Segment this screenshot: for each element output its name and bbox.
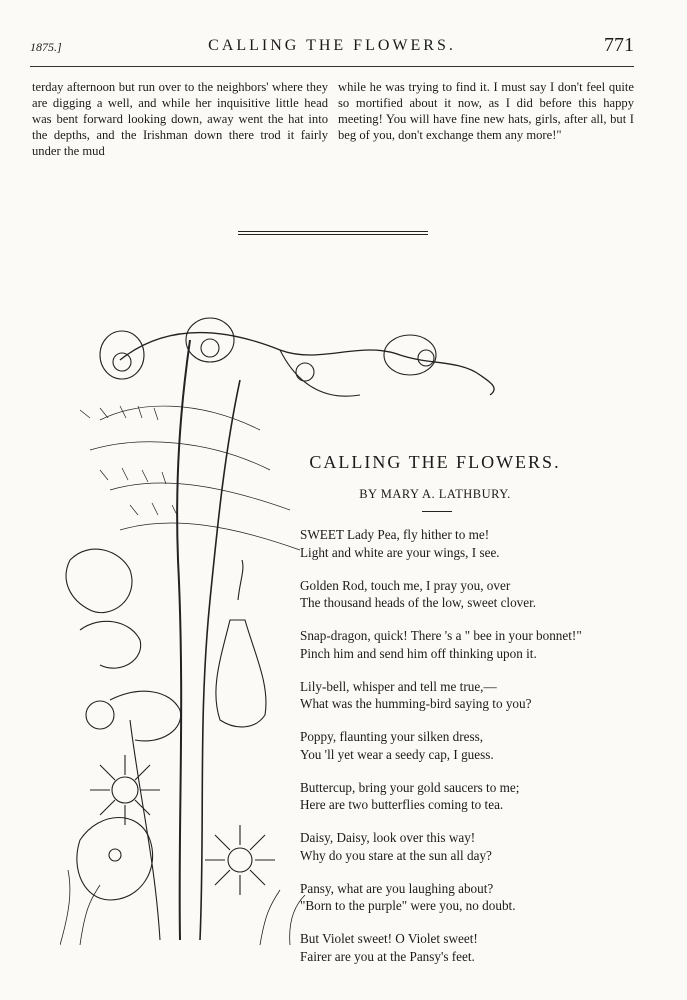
poem-line: What was the humming-bird saying to you? [300, 696, 532, 711]
poem-line: Lily-bell, whisper and tell me true,— [300, 678, 497, 694]
prose-column-right: while he was trying to find it. I must say I don't feel quite so mortified about it now, as I did before this happy meeting! You will have fine new hats, girls, after all, but I beg of you, don't exchange them any more!" [338, 80, 634, 142]
poem-title: CALLING THE FLOWERS. [309, 452, 561, 472]
poem-line: Fairer are you at the Pansy's feet. [300, 948, 475, 964]
poem-line: Light and white are your wings, I see. [300, 544, 500, 560]
poem-line: Golden Rod, touch me, I pray you, over [300, 577, 511, 593]
poem-line: Buttercup, bring your gold saucers to me; [300, 779, 520, 795]
stanza [300, 678, 660, 713]
stanza [300, 829, 660, 864]
poem-line: The thousand heads of the low, sweet clover. [300, 595, 537, 610]
stanza [300, 627, 660, 662]
poem-line: Snap-dragon, quick! There 's a " bee in your bonnet!" [300, 628, 582, 643]
poem-line: Daisy, Daisy, look over this way! [300, 830, 476, 845]
stanza [300, 930, 660, 965]
stanza [300, 526, 660, 561]
stanza [300, 779, 660, 814]
stanza [300, 880, 660, 915]
poem-line: Pinch him and send him off thinking upon it. [300, 645, 537, 661]
running-header [30, 34, 634, 58]
poem-line: "Born to the purple" were you, no doubt. [300, 898, 516, 913]
page-number: 771 [604, 34, 634, 56]
poem-line: Why do you stare at the sun all day? [300, 847, 492, 863]
byline-rule [422, 511, 452, 512]
issue-date: 1875.] [30, 40, 62, 54]
poem-line: Here are two butterflies coming to tea. [300, 797, 504, 812]
poem-body [300, 526, 660, 981]
poem-line: SWEET Lady Pea, fly hither to me! [300, 527, 490, 542]
poem-line: You 'll yet wear a seedy cap, I guess. [300, 746, 494, 762]
stanza [300, 577, 660, 612]
poem-line: Poppy, flaunting your silken dress, [300, 729, 484, 744]
poem-line: Pansy, what are you laughing about? [300, 880, 494, 896]
poem-byline: BY MARY A. LATHBURY. [359, 487, 511, 501]
poem-line: But Violet sweet! O Violet sweet! [300, 931, 478, 946]
running-title: CALLING THE FLOWERS. [208, 37, 456, 54]
prose-column-left: terday afternoon but run over to the neighbors' where they are digging a well, and while her inquisitive little head was bent forward looking down, away went the hat into the depths, and the Irishman down there trod it fairly under the mud [32, 80, 328, 158]
header-rule [30, 66, 634, 67]
stanza [300, 728, 660, 763]
section-divider [238, 231, 428, 235]
